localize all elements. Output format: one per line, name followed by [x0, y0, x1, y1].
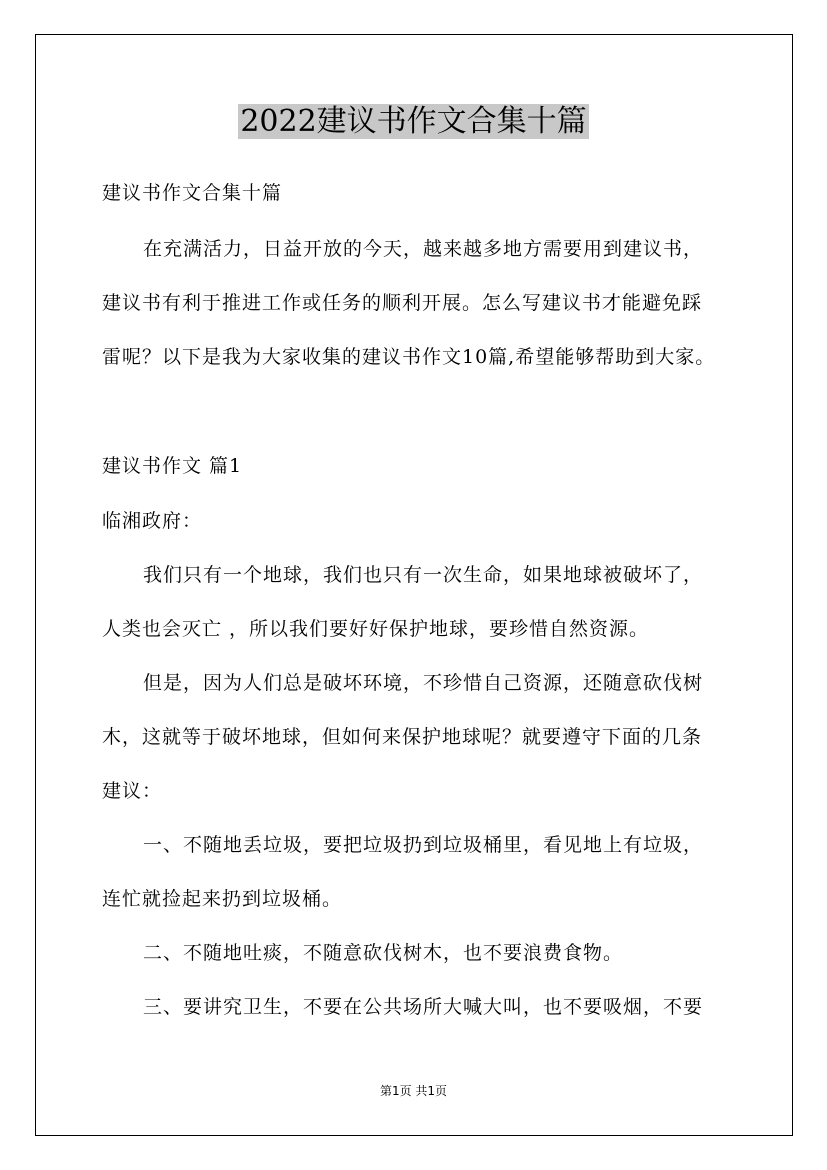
intro-line-1: 在充满活力，日益开放的今天，越来越多地方需要用到建议书， [143, 238, 704, 260]
body-line-3: 但是，因为人们总是破坏环境，不珍惜自己资源，还随意砍伐树 [143, 672, 704, 694]
body-line-2: 人类也会灭亡 ，所以我们要好好保护地球，要珍惜自然资源。 [102, 618, 650, 640]
body-line-6: 一、不随地丢垃圾，要把垃圾扔到垃圾桶里，看见地上有垃圾， [143, 834, 704, 856]
body-line-4: 木，这就等于破坏地球，但如何来保护地球呢？就要遵守下面的几条 [102, 726, 703, 748]
document-title [0, 100, 827, 144]
body-line-8: 二、不随地吐痰，不随意砍伐树木，也不要浪费食物。 [143, 942, 624, 964]
document-title-text: 2022建议书作文合集十篇 [240, 104, 587, 139]
body-line-7: 连忙就捡起来扔到垃圾桶。 [102, 888, 343, 910]
body-line-5: 建议： [102, 780, 163, 802]
salutation: 临湘政府： [102, 510, 203, 532]
intro-line-2: 建议书有利于推进工作或任务的顺利开展。怎么写建议书才能避免踩 [102, 292, 703, 314]
page-footer: 第1页 共1页 [379, 1084, 448, 1098]
section-heading: 建议书作文 篇1 [102, 455, 243, 477]
body-line-1: 我们只有一个地球，我们也只有一次生命，如果地球被破坏了， [143, 564, 704, 586]
body-line-9: 三、要讲究卫生，不要在公共场所大喊大叫，也不要吸烟，不要 [143, 996, 704, 1018]
intro-line-3: 雷呢？以下是我为大家收集的建议书作文10篇,希望能够帮助到大家。 [102, 346, 716, 368]
document-subtitle: 建议书作文合集十篇 [102, 182, 283, 204]
